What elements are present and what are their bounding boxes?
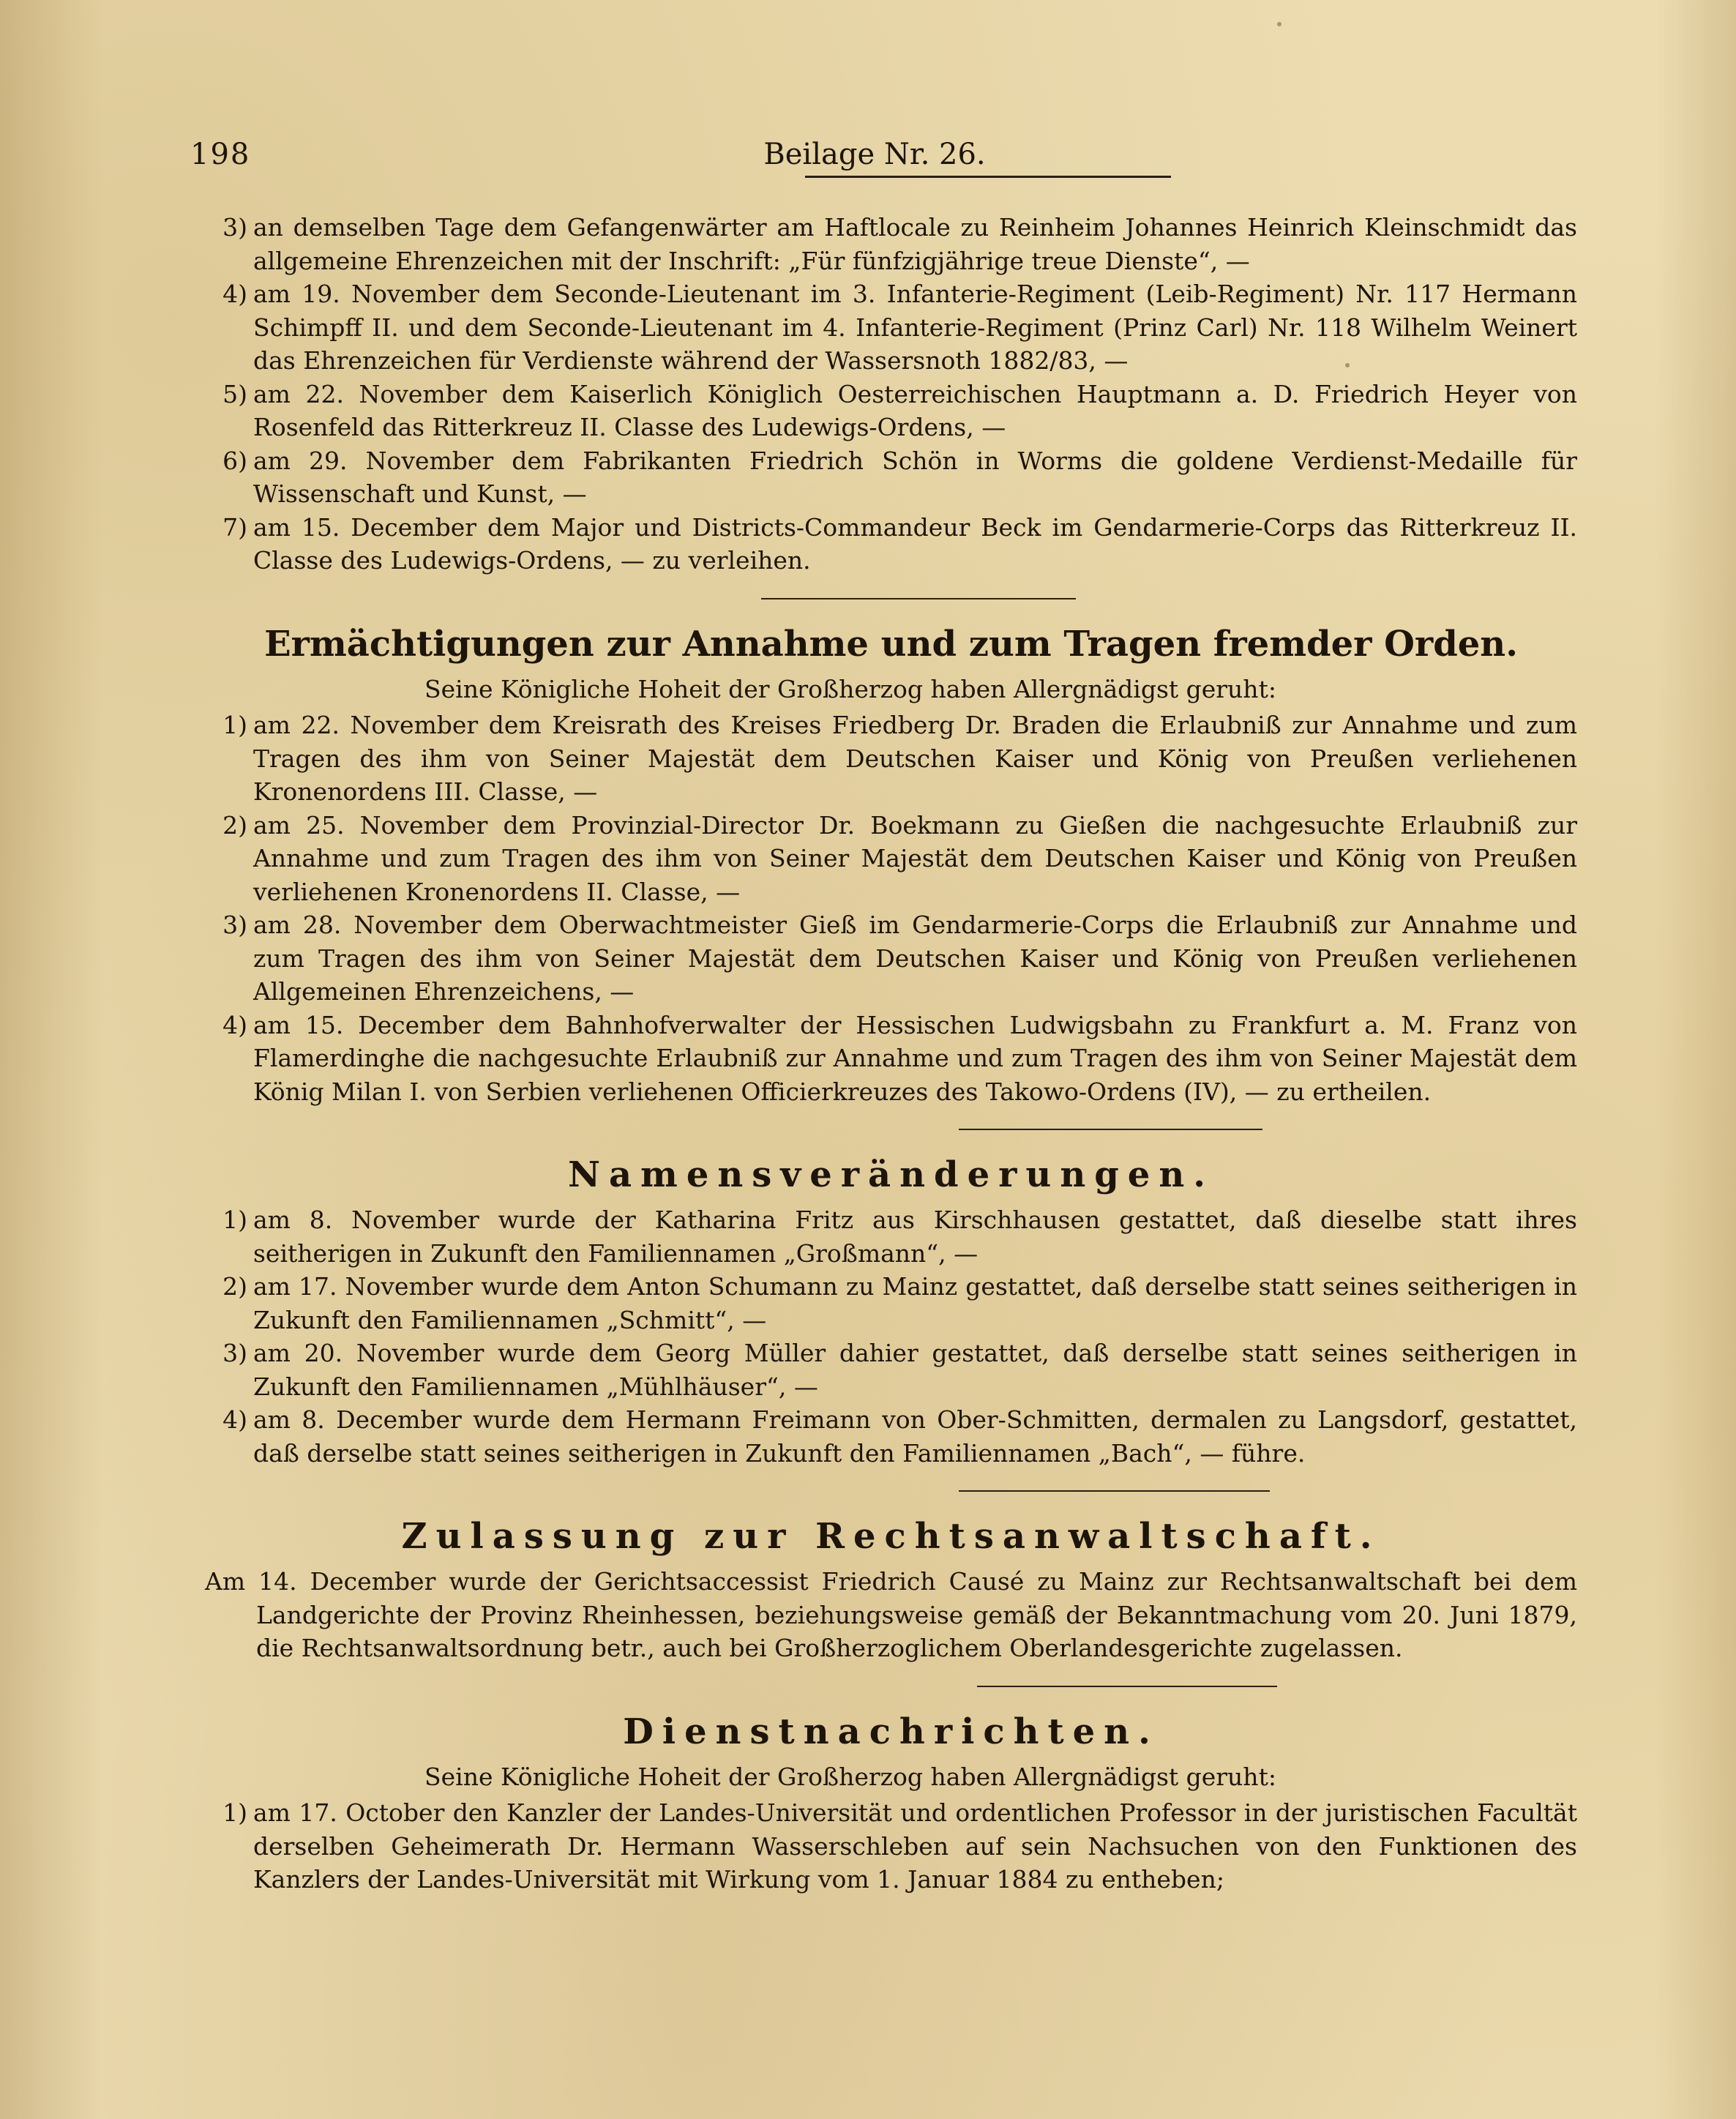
item-text: am 29. November dem Fabrikanten Friedrich Schön in Worms die goldene Verdienst-Medaille für Wissenschaft und Kunst, — — [253, 446, 1577, 508]
item-number: 3) — [222, 213, 247, 242]
foreign-orders-list — [205, 709, 1577, 1108]
item-number: 1) — [222, 1206, 247, 1234]
paper-speck — [1277, 22, 1282, 26]
section-divider — [977, 1686, 1277, 1687]
item-text: am 15. December dem Bahnhofverwalter der Hessischen Ludwigsbahn zu Frankfurt a. M. Franz von Flamerdinghe die nachgesuchte Erlaubniß zur Annahme und zum Tragen des ihm von Seiner Majestät dem König Milan I. von Serbien verliehenen Officierkreuzes des Takowo-Ordens (IV), — zu ertheilen. — [253, 1010, 1577, 1106]
item-text: am 22. November dem Kreisrath des Kreises Friedberg Dr. Braden die Erlaubniß zur Annahme und zum Tragen des ihm von Seiner Majestät dem Deutschen Kaiser und König von Preußen verliehenen Kronenordens III. Classe, — — [253, 711, 1577, 806]
paper-speck — [1345, 363, 1350, 367]
item-number: 3) — [222, 1339, 247, 1367]
document-page — [168, 0, 1581, 2119]
item-text: am 20. November wurde dem Georg Müller dahier gestattet, daß derselbe statt seines seitherigen in Zukunft den Familiennamen „Mühlhäuser“, — — [253, 1339, 1577, 1401]
item-text: am 22. November dem Kaiserlich Königlich Oesterreichischen Hauptmann a. D. Friedrich Heyer von Rosenfeld das Ritterkreuz II. Classe des Ludewigs-Ordens, — — [253, 379, 1577, 441]
item-number: 1) — [222, 1798, 247, 1827]
item-number: 7) — [222, 512, 247, 542]
name-changes-list — [205, 1203, 1577, 1470]
list-item — [205, 709, 1577, 809]
list-item — [205, 378, 1577, 444]
item-number: 2) — [222, 1272, 247, 1301]
section-heading: Dienstnachrichten. — [623, 1711, 1159, 1752]
item-text: am 8. December wurde dem Hermann Freimann von Ober-Schmitten, dermalen zu Langsdorf, gestattet, daß derselbe statt seines seitherigen in Zukunft den Familiennamen „Bach“, — führe. — [253, 1405, 1577, 1468]
list-item — [205, 211, 1577, 277]
list-item — [205, 1270, 1577, 1337]
section-intro: Seine Königliche Hoheit der Großherzog haben Allergnädigst geruht: — [424, 1762, 1276, 1791]
list-item — [205, 1337, 1577, 1403]
list-item — [205, 277, 1577, 378]
section-divider — [959, 1129, 1262, 1130]
list-item — [205, 809, 1577, 909]
list-item — [205, 1796, 1577, 1896]
item-number: 2) — [222, 810, 247, 840]
item-text: am 28. November dem Oberwachtmeister Gieß im Gendarmerie-Corps die Erlaubniß zur Annahme und zum Tragen des ihm von Seiner Majestät dem Deutschen Kaiser und König von Preußen verliehenen Allgemeinen Ehrenzeichens, — — [253, 911, 1577, 1006]
section-heading: Namensveränderungen. — [568, 1154, 1214, 1195]
page-header — [168, 138, 1581, 182]
section-divider — [761, 598, 1076, 599]
list-item — [205, 1009, 1577, 1109]
item-number: 3) — [222, 911, 247, 939]
item-number: 1) — [222, 711, 247, 739]
item-text: am 15. December dem Major und Districts-Commandeur Beck im Gendarmerie-Corps das Ritterkreuz II. Classe des Ludewigs-Ordens, — zu verleihen. — [253, 512, 1577, 575]
list-item — [205, 1203, 1577, 1270]
running-title: Beilage Nr. 26. — [763, 138, 986, 171]
section-heading: Zulassung zur Rechtsanwaltschaft. — [401, 1516, 1381, 1557]
item-text: am 17. October den Kanzler der Landes-Universität und ordentlichen Professor in der juristischen Facultät derselben Geheimerath Dr. Hermann Wasserschleben auf sein Nachsuchen von den Funktionen des Kanzlers der Landes-Universität mit Wirkung vom 1. Januar 1884 zu entheben; — [253, 1798, 1577, 1894]
list-item — [205, 511, 1577, 578]
item-number: 5) — [222, 379, 247, 408]
admission-paragraph: Am 14. December wurde der Gerichtsaccessist Friedrich Causé zu Mainz zur Rechtsanwaltschaft bei dem Landgerichte der Provinz Rheinhessen, beziehungsweise gemäß der Bekanntmachung vom 20. Juni 1879, die Rechtsanwaltsordnung betr., auch bei Großherzoglichem Oberlandesgerichte zugelassen. — [205, 1567, 1577, 1662]
item-number: 4) — [222, 1010, 247, 1039]
item-text: am 17. November wurde dem Anton Schumann zu Mainz gestattet, daß derselbe statt seines seitherigen in Zukunft den Familiennamen „Schmitt“, — — [253, 1272, 1577, 1334]
item-number: 4) — [222, 1405, 247, 1434]
item-text: am 8. November wurde der Katharina Fritz aus Kirschhausen gestattet, daß dieselbe statt ihres seitherigen in Zukunft den Familiennamen „Großmann“, — — [253, 1206, 1577, 1268]
item-number: 4) — [222, 280, 247, 308]
list-item — [205, 444, 1577, 511]
item-number: 6) — [222, 446, 247, 475]
list-item — [205, 1403, 1577, 1470]
item-text: an demselben Tage dem Gefangenwärter am Haftlocale zu Reinheim Johannes Heinrich Kleinschmidt das allgemeine Ehrenzeichen mit der Inschrift: „Für fünfzigjährige treue Dienste“, — — [253, 213, 1577, 275]
document-body — [205, 211, 1577, 1896]
list-item — [205, 908, 1577, 1009]
section-divider — [959, 1490, 1270, 1492]
service-news-list — [205, 1796, 1577, 1896]
awards-list — [205, 211, 1577, 578]
page-number: 198 — [190, 138, 251, 171]
item-text: am 25. November dem Provinzial-Director Dr. Boekmann zu Gießen die nachgesuchte Erlaubniß zur Annahme und zum Tragen des ihm von Seiner Majestät dem Deutschen Kaiser und König von Preußen verliehenen Kronenordens II. Classe, — — [253, 810, 1577, 906]
header-rule — [805, 176, 1171, 178]
section-intro: Seine Königliche Hoheit der Großherzog haben Allergnädigst geruht: — [424, 674, 1276, 703]
section-heading: Ermächtigungen zur Annahme und zum Tragen fremder Orden. — [264, 623, 1518, 665]
item-text: am 19. November dem Seconde-Lieutenant im 3. Infanterie-Regiment (Leib-Regiment) Nr. 117 Hermann Schimpff II. und dem Seconde-Lieutenant im 4. Infanterie-Regiment (Prinz Carl) Nr. 118 Wilhelm Weinert das Ehrenzeichen für Verdienste während der Wassersnoth 1882/83, — — [253, 280, 1577, 375]
